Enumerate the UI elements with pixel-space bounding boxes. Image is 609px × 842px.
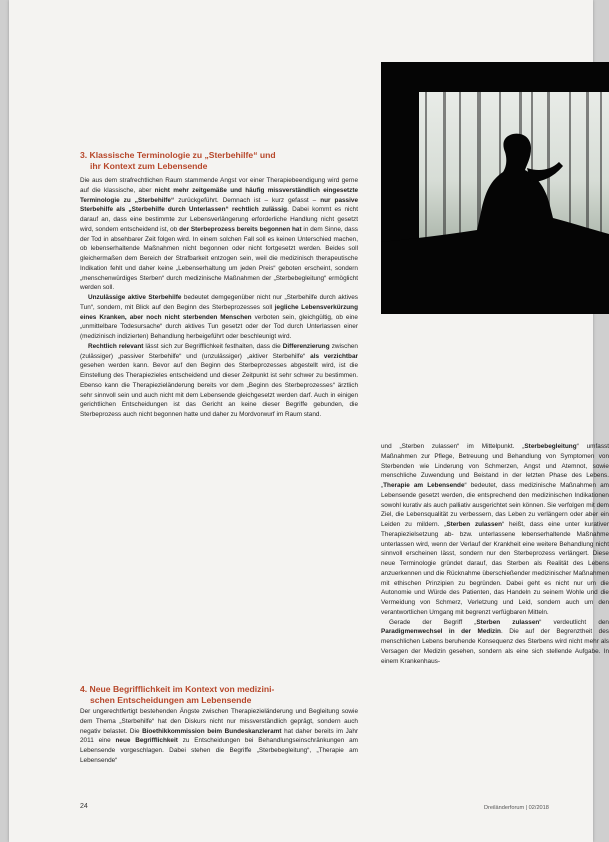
bold-text: Differenzierung <box>282 342 330 350</box>
left-column-text <box>80 176 358 420</box>
bold-text: nur passive Sterbehilfe als „Sterbehilfe durch Unterlassen“ rechtlich zulässig <box>80 196 358 214</box>
bold-text: Sterbebegleitung <box>524 443 577 450</box>
section-4-heading-line-2: schen Entscheidungen am Lebensende <box>90 694 252 705</box>
section-4-heading <box>80 684 342 705</box>
right-column-text <box>381 442 609 666</box>
bold-text: Unzulässige aktive Sterbehilfe <box>88 294 182 301</box>
bold-text: Rechtlich relevant <box>88 342 144 350</box>
bold-text: als verzichtbar <box>310 352 358 360</box>
document-page <box>9 0 609 842</box>
section-3-heading-line-1: 3. Klassische Terminologie zu „Sterbehilfe“ und <box>80 150 276 160</box>
paragraph: Gerade der Begriff „Sterben zulassen“ verdeutlicht den Paradigmenwechsel in der Medizin. Die auf der Begrenztheit des menschlichen Lebens beruhende Konsequenz des Sterbens wird nicht mehr als Versagen der Medizin gesehen, sondern als eine sich stellende Aufgabe. In einem Krankenhaus- <box>381 618 609 665</box>
bold-text: Therapie am Lebensende <box>383 482 465 489</box>
section-4-paragraph: Der ungerechtfertigt bestehenden Ängste zwischen Therapiezieländerung und Begleitung sowie dem Thema „Sterbehilfe“ hat den Diskurs nicht nur missverständlich geprägt, sondern auch negativ belastet. Die Bioethikkommission beim Bundeskanzleramt hat daher bereits im Jahr 2011 eine neue Begrifflichkeit zu Entscheidungen bei Behandlungseinschränkungen am Lebensende vorgeschlagen. Dabei stehen die Begriffe „Sterbebegleitung“, „Therapie am Lebensende“ <box>80 708 359 764</box>
silhouette-photo <box>381 62 609 314</box>
bold-text: Paradigmenwechsel in der Medizin <box>381 628 501 636</box>
section-4-heading-line-1: 4. Neue Begrifflichkeit im Kontext von medizini- <box>80 684 275 694</box>
bold-text: jegliche Lebensverkürzung eines Kranken, aber noch nicht sterbenden Menschen <box>80 303 358 321</box>
bold-text: Bioethikkommission beim Bundeskanzleramt <box>142 727 282 735</box>
journal-name: Dreiländerforum | 02/2018 <box>484 805 549 811</box>
page-number: 24 <box>80 803 88 810</box>
section-3-heading-line-2: ihr Kontext zum Lebensende <box>90 160 208 171</box>
bold-text: Sterben zulassen <box>476 618 540 626</box>
bold-text: der Sterbeprozess bereits begonnen hat <box>179 225 302 233</box>
paragraph: Rechtlich relevant lässt sich zur Begrifflichkeit festhalten, dass die Differenzierung zwischen (zulässiger) „passiver Sterbehilfe“ und (unzulässiger) „aktiver Sterbehilfe“ als verzichtbar gesehen werden kann. Bevor auf den Beginn des Sterbeprozesses abgestellt wird, ist die Einstellung des Therapiezieles entscheidend und dieser Zeitpunkt ist sehr schwer zu bestimmen. Ebenso kann die Therapiezieländerung bereits vor dem „Beginn des Sterbeprozesses“ ärztlich sehr sinnvoll sein und auch nicht mit dem Lebensende gleichgesetzt werden darf. Auch in einigen gerichtlichen Entscheidungen ist das Gericht an keine dieser Begriffe gebunden, die Sterbeprozess auch nicht begonnen hatte und daher zu Mordvorwurf im Raum stand. <box>80 342 358 418</box>
bold-text: Sterben zulassen <box>446 521 502 528</box>
bold-text: nicht mehr zeitgemäße und häufig missverständlich eingesetzte Terminologie zu „Sterbehilfe“ <box>80 186 359 204</box>
paragraph: und „Sterben zulassen“ im Mittelpunkt. „Sterbebegleitung“ umfasst Maßnahmen zur Pflege, Betreuung und Behandlung von Symptomen von Sterbenden wie Linderung von Schmerzen, Angst und Atemnot, sowie menschliche Zuwendung und Beistand in der letzten Phase des Lebens. „Therapie am Lebensende“ bedeutet, dass medizinische Maßnahmen am Lebensende gesetzt werden, die entsprechend den medizinischen Indikationen sowohl kurativ als auch palliativ ausgerichtet sein können. Sie verfolgen mit dem Ziel, die Lebensqualität zu verbessern, das Leben zu verlängern oder aber ein Leiden zu mildern. „Sterben zulassen“ heißt, dass eine unter kurativer Therapiezielsetzung ab- bzw. unterlassene lebenserhaltende Maßnahme unterlassen wird, wenn der Verlauf der Krankheit eine weitere Behandlung nicht sinnvoll erscheinen lässt, sondern nur den Sterbeprozess verlängert. Diese neue Terminologie gründet darauf, das Sterben als Realität des Lebens anzuerkennen und die Rücknahme überschießender medizinischer Maßnahmen mit ethischen Prinzipien zu begründen. Dabei geht es nicht nur um die Autonomie und Würde des Patienten, das Handeln zu seinem Wohle und die Vermeidung von Schmerz, Verletzung und Leid, sondern auch um den verantwortlichen Umgang mit begrenzt verfügbaren Mitteln. <box>381 443 609 616</box>
bold-text: neue Begrifflichkeit <box>115 737 178 745</box>
paragraph: Die aus dem strafrechtlichen Raum stammende Angst vor einer Therapiebeendigung wird gerne auf die klassische, aber nicht mehr zeitgemäße und häufig missverständlich eingesetzte Terminologie zu „Sterbehilfe“ zurückgeführt. Demnach ist – kurz gefasst – nur passive Sterbehilfe als „Sterbehilfe durch Unterlassen“ rechtlich zulässig. Dabei kommt es nicht darauf an, dass eine bestimmte zur Lebensverlängerung erforderliche Handlung nicht gesetzt wird, sondern entscheidend ist, ob der Sterbeprozess bereits begonnen hat in dem Sinne, dass der Tod in absehbarer Zeit folgen wird. In einem solchen Fall soll es keinen Unterschied machen, ob lebenserhaltende Maßnahmen nicht begonnen oder nicht fortgesetzt werden. Beides soll gleichermaßen dem Bereich der Strafbarkeit entzogen sein, weil die medizinisch therapeutische Indikation fehlt und daher keine „Lebenserhaltung um jeden Preis“ geboten erscheint, sondern „menschenwürdiges Sterben“ durch medizinische Maßnahmen der „Sterbebegleitung“ ermöglicht werden soll. <box>80 177 359 292</box>
section-3-heading <box>80 150 342 171</box>
paragraph: Unzulässige aktive Sterbehilfe bedeutet demgegenüber nicht nur „Sterbehilfe durch aktives Tun“, sondern, mit Blick auf den Beginn des Sterbeprozesses soll jegliche Lebensverkürzung eines Kranken, aber noch nicht sterbenden Menschen verboten sein, gleichgültig, ob eine „unmittelbare Todesursache“ durch aktives Tun gesetzt oder der Tod durch Unterlassen einer (medizinisch indizierten) Behandlung herbeigeführt oder beschleunigt wird. <box>80 294 358 340</box>
